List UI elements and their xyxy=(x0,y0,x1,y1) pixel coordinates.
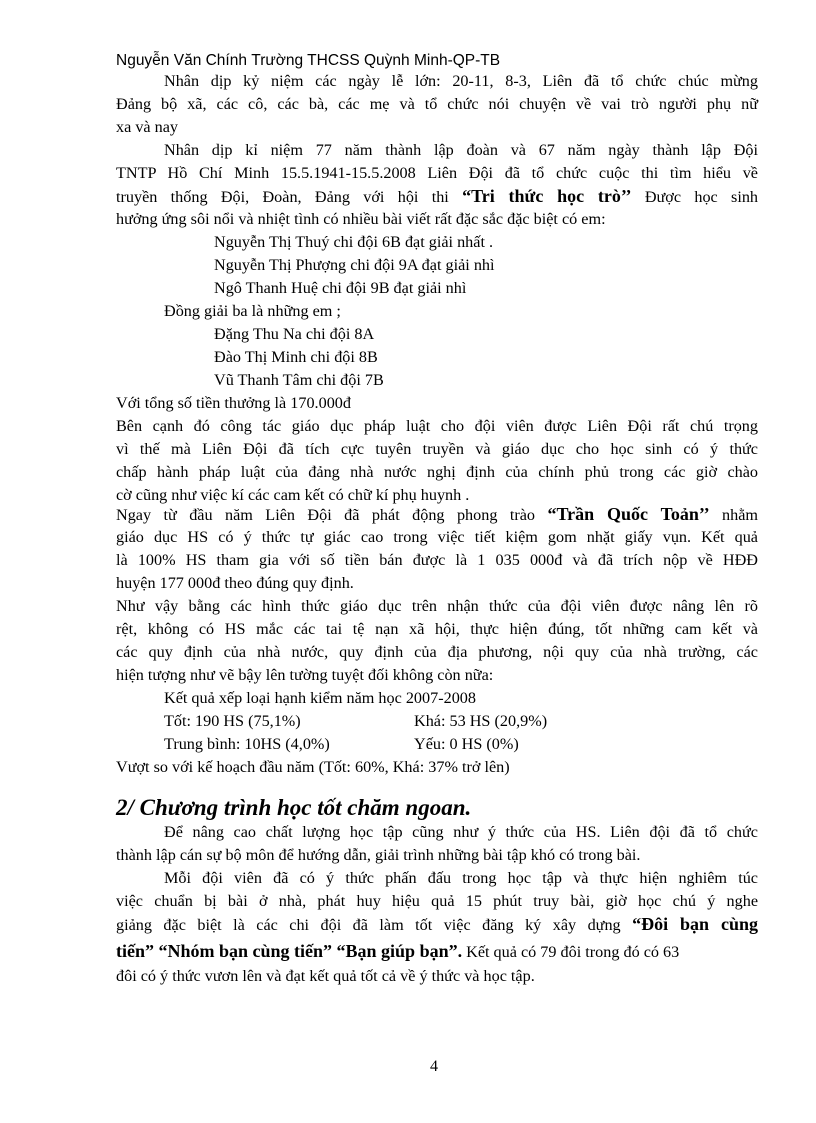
contest-name: “Tri thức học trò’’ xyxy=(462,186,632,206)
paragraph-line: Với tổng số tiền thưởng là 170.000đ xyxy=(116,394,351,412)
paragraph-line: vì thế mà Liên Đội đã tích cực tuyên truyền và giáo dục cho học sinh có ý thức xyxy=(116,440,758,458)
paragraph-line: Mỗi đội viên đã có ý thức phấn đấu trong học tập và thực hiện nghiêm túc xyxy=(164,869,758,887)
paragraph-line: giảng đặc biệt là các chi đội đã làm tốt việc đăng ký xây dựng “Đôi bạn cùng xyxy=(116,914,758,934)
list-item: Đặng Thu Na chi đội 8A xyxy=(214,325,375,343)
paragraph-line: Nhân dịp kỉ niệm 77 năm thành lập đoàn và 67 năm ngày thành lập Đội xyxy=(164,141,758,159)
result-average: Trung bình: 10HS (4,0%) xyxy=(164,735,330,753)
paragraph-line: chấp hành pháp luật của đảng nhà nước nghị định của chính phủ trong các giờ chào xyxy=(116,463,758,481)
list-item: Nguyễn Thị Thuý chi đội 6B đạt giải nhất . xyxy=(214,233,494,251)
paragraph-line: tiến” “Nhóm bạn cùng tiến” “Bạn giúp bạn”. Kết quả có 79 đôi trong đó có 63 xyxy=(116,941,680,961)
paragraph-line: các quy định của nhà nước, quy định của địa phương, nội quy của nhà trường, các xyxy=(116,643,758,661)
paragraph-line: việc chuẩn bị bài ở nhà, phát huy hiệu quả 15 phút truy bài, giờ học chú ý nghe xyxy=(116,892,758,910)
list-item: Đào Thị Minh chi đội 8B xyxy=(214,348,378,366)
list-item: Ngô Thanh Huệ chi đội 9B đạt giải nhì xyxy=(214,279,467,297)
paragraph-line: TNTP Hồ Chí Minh 15.5.1941-15.5.2008 Liên Đội đã tổ chức cuộc thi tìm hiểu về xyxy=(116,164,758,182)
list-item: Vũ Thanh Tâm chi đội 7B xyxy=(214,371,384,389)
running-header xyxy=(116,51,500,71)
program-names: tiến” “Nhóm bạn cùng tiến” “Bạn giúp bạn”. xyxy=(116,941,463,961)
paragraph-line: Bên cạnh đó công tác giáo dục pháp luật cho đội viên được Liên Đội rất chú trọng xyxy=(116,417,758,435)
results-title: Kết quả xếp loại hạnh kiểm năm học 2007-2008 xyxy=(164,689,476,707)
list-item: Nguyễn Thị Phượng chi đội 9A đạt giải nhì xyxy=(214,256,495,274)
paragraph-line: huyện 177 000đ theo đúng quy định. xyxy=(116,574,354,592)
paragraph-line: xa và nay xyxy=(116,118,179,136)
campaign-name: “Trần Quốc Toản’’ xyxy=(547,504,710,524)
paragraph-line: thành lập cán sự bộ môn để hướng dẫn, giải trình những bài tập khó có trong bài. xyxy=(116,846,641,864)
paragraph-line: Nhân dịp kỷ niệm các ngày lễ lớn: 20-11, 8-3, Liên đã tổ chức chúc mừng xyxy=(164,72,758,90)
header-school: Trường THCSS Quỳnh Minh-QP-TB xyxy=(251,52,501,69)
paragraph-line: đôi có ý thức vươn lên và đạt kết quả tốt cả về ý thức và học tập. xyxy=(116,967,535,985)
paragraph-line: cờ cũng như việc kí các cam kết có chữ kí phụ huynh . xyxy=(116,486,470,504)
paragraph-line: Như vậy bằng các hình thức giáo dục trên nhận thức của đội viên được nâng lên rõ xyxy=(116,597,758,615)
paragraph-line: là 100% HS tham gia với số tiền bán được là 1 035 000đ và đã trích nộp về HĐĐ xyxy=(116,551,758,569)
paragraph-line: hưởng ứng sôi nổi và nhiệt tình có nhiều bài viết rất đặc sắc đặc biệt có em: xyxy=(116,210,606,228)
paragraph-line: Đảng bộ xã, các cô, các bà, các mẹ và tổ chức nói chuyện về vai trò người phụ nữ xyxy=(116,95,758,113)
page-number: 4 xyxy=(430,1058,438,1075)
result-weak: Yếu: 0 HS (0%) xyxy=(414,735,519,753)
paragraph-line: truyền thống Đội, Đoàn, Đảng với hội thi “Tri thức học trò’’ Được học sinh xyxy=(116,186,759,206)
result-fair: Khá: 53 HS (20,9%) xyxy=(414,712,548,730)
list-heading: Đồng giải ba là những em ; xyxy=(164,302,341,320)
paragraph-line: Ngay từ đầu năm Liên Đội đã phát động phong trào “Trần Quốc Toản’’ nhằm xyxy=(116,504,758,524)
result-good: Tốt: 190 HS (75,1%) xyxy=(164,712,301,730)
paragraph-line: Để nâng cao chất lượng học tập cũng như ý thức của HS. Liên đội đã tổ chức xyxy=(164,823,758,841)
paragraph-line: hiện tượng như vẽ bậy lên tường tuyệt đối không còn nữa: xyxy=(116,666,494,684)
section-heading: 2/ Chương trình học tốt chăm ngoan. xyxy=(116,795,472,820)
program-name: “Đôi bạn cùng xyxy=(632,914,758,934)
paragraph-line: rệt, không có HS mắc các tai tệ nạn xã hội, thực hiện đúng, tốt những cam kết và xyxy=(116,620,758,638)
paragraph-line: Vượt so với kế hoạch đầu năm (Tốt: 60%, Khá: 37% trở lên) xyxy=(116,758,510,776)
header-author: Nguyễn Văn Chính xyxy=(116,52,247,69)
paragraph-line: giáo dục HS có ý thức tự giác cao trong việc tiết kiệm gom nhặt giấy vụn. Kết quả xyxy=(116,528,758,546)
